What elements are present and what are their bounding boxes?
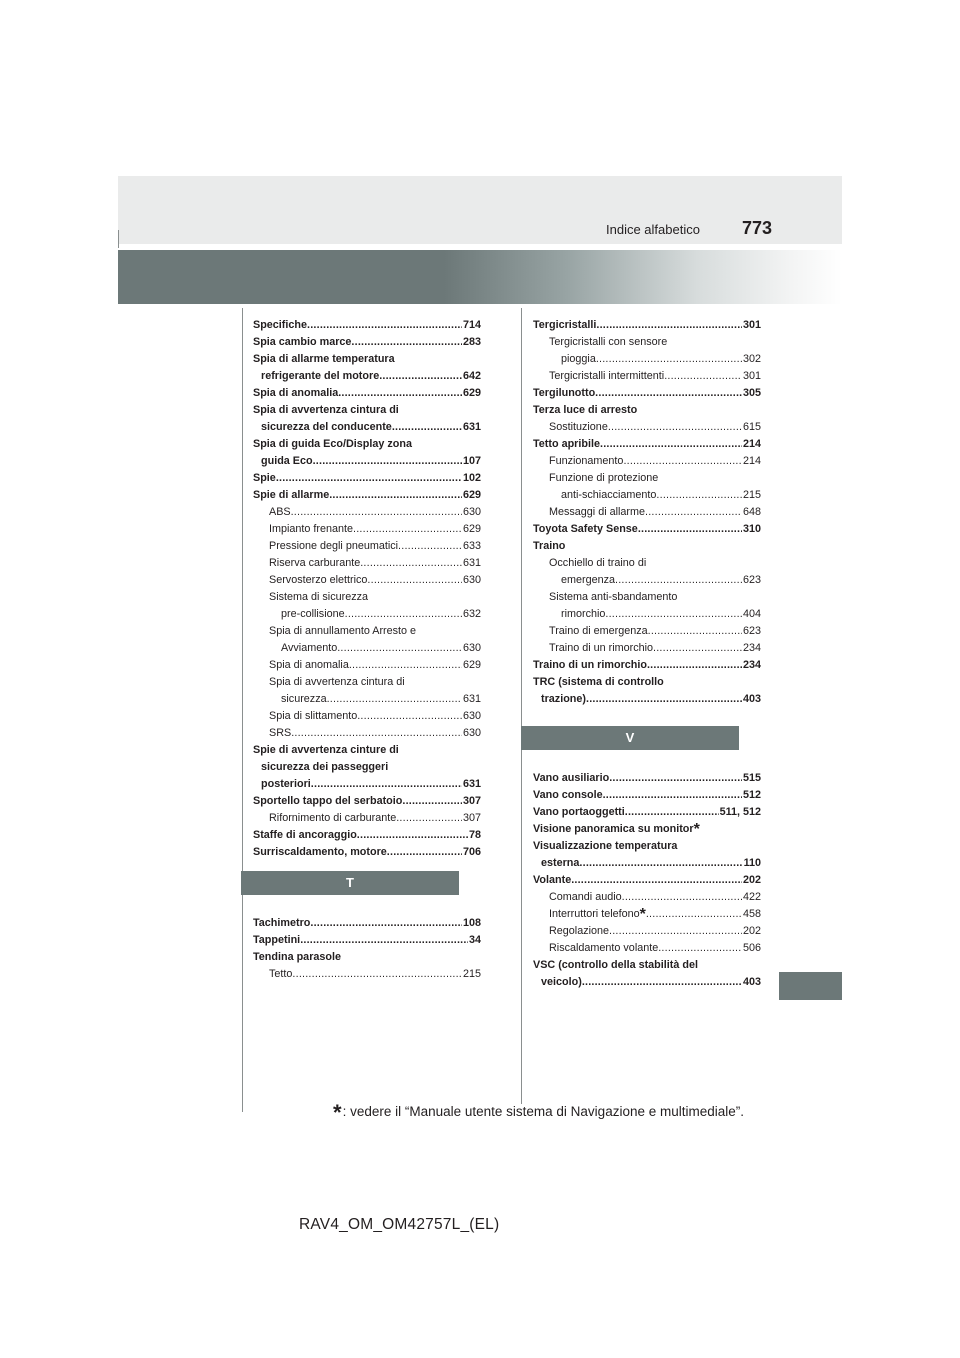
entry-text: Staffe di ancoraggio: [253, 829, 357, 841]
index-entry: [533, 538, 761, 555]
leader-dots: [596, 317, 742, 334]
entry-page[interactable]: 307: [462, 795, 481, 807]
index-entry: [253, 589, 481, 606]
entry-text: Tachimetro: [253, 917, 311, 929]
leader-dots: [292, 966, 462, 983]
entry-page[interactable]: 630: [462, 574, 481, 586]
entry-text: Spie di allarme: [253, 489, 330, 501]
index-entry: [533, 334, 761, 351]
entry-page[interactable]: 302: [742, 353, 761, 365]
entry-text: Comandi audio: [549, 891, 622, 903]
entry-text: Sportello tappo del serbatoio: [253, 795, 403, 807]
leader-dots: [402, 793, 462, 810]
entry-text: Tergicristalli con sensore: [549, 336, 668, 348]
leader-dots: [625, 804, 719, 821]
entry-page[interactable]: 630: [462, 710, 481, 722]
leader-dots: [345, 606, 462, 623]
index-entry: [253, 504, 481, 521]
section-title: Indice alfabetico: [606, 222, 700, 237]
leader-dots: [311, 776, 462, 793]
index-entry: [533, 855, 761, 872]
index-entry: [253, 844, 481, 861]
entry-page[interactable]: 214: [742, 438, 761, 450]
index-entry: [533, 838, 761, 855]
index-entry: [253, 402, 481, 419]
leader-dots: [307, 317, 462, 334]
footnote-star: *: [333, 1100, 342, 1125]
entry-text: Specifiche: [253, 319, 308, 331]
index-entry: [253, 555, 481, 572]
index-entry: [533, 872, 761, 889]
entry-text: Spia di avvertenza cintura di: [253, 404, 399, 416]
entry-text: Spia di anomalia: [269, 659, 349, 671]
index-entry: [253, 521, 481, 538]
index-entry: [533, 804, 761, 821]
entry-text: Rifornimento di carburante: [269, 812, 397, 824]
entry-text: anti-schiacciamento: [561, 489, 657, 501]
leader-dots: [645, 504, 742, 521]
index-entry: [533, 368, 761, 385]
entry-text: Servosterzo elettrico: [269, 574, 368, 586]
entry-page[interactable]: 283: [462, 336, 481, 348]
entry-page[interactable]: 234: [742, 659, 761, 671]
leader-dots: [638, 521, 742, 538]
entry-text: sicurezza: [281, 693, 327, 705]
entry-text: Tetto: [269, 968, 293, 980]
entry-text: Traino di un rimorchio: [549, 642, 654, 654]
entry-page[interactable]: 630: [462, 506, 481, 518]
index-entry: [253, 759, 481, 776]
index-entry: [533, 504, 761, 521]
entry-page[interactable]: 305: [742, 387, 761, 399]
leader-dots: [596, 351, 742, 368]
index-entry: [253, 657, 481, 674]
entry-page[interactable]: 515: [742, 772, 761, 784]
leader-dots: [276, 470, 462, 487]
entry-text: Funzione di protezione: [549, 472, 659, 484]
entry-text: Vano portaoggetti: [533, 806, 625, 818]
entry-text: Interruttori telefono: [549, 908, 640, 920]
entry-text: Funzionamento: [549, 455, 624, 467]
leader-dots: [357, 827, 468, 844]
index-entry: [253, 385, 481, 402]
entry-text: rimorchio: [561, 608, 606, 620]
entry-text: Occhiello di traino di: [549, 557, 647, 569]
entry-text: sicurezza dei passeggeri: [261, 761, 389, 773]
entry-text: pioggia: [561, 353, 596, 365]
index-entry: [253, 623, 481, 640]
entry-text: ABS: [269, 506, 291, 518]
entry-text: VSC (controllo della stabilità del: [533, 959, 698, 971]
index-entry: [253, 419, 481, 436]
entry-text: Riscaldamento volante: [549, 942, 659, 954]
index-entry: [253, 453, 481, 470]
leader-dots: [603, 787, 742, 804]
entry-text: Traino di emergenza: [549, 625, 648, 637]
entry-text: Tetto apribile: [533, 438, 600, 450]
entry-text: Spia di anomalia: [253, 387, 339, 399]
index-entry: [253, 742, 481, 759]
index-entry: [253, 606, 481, 623]
entry-page[interactable]: 202: [742, 925, 761, 937]
entry-text: Spia di avvertenza cintura di: [269, 676, 405, 688]
entry-text: Traino di un rimorchio: [533, 659, 647, 671]
leader-dots: [300, 932, 468, 949]
leader-dots: [586, 691, 742, 708]
entry-text: pre-collisione: [281, 608, 345, 620]
page-number: 773: [742, 218, 773, 238]
entry-page[interactable]: 403: [742, 976, 761, 988]
index-entry: [253, 317, 481, 334]
entry-page[interactable]: 102: [462, 472, 481, 484]
leader-dots: [387, 844, 462, 861]
index-entry: [533, 940, 761, 957]
entry-page[interactable]: 648: [742, 506, 761, 518]
entry-text: refrigerante del motore: [261, 370, 380, 382]
index-entry: [253, 538, 481, 555]
column-divider-middle: [521, 308, 522, 1104]
leader-dots: [338, 385, 462, 402]
index-entry: [253, 915, 481, 932]
entry-text: posteriori: [261, 778, 311, 790]
leader-dots: [608, 419, 742, 436]
leader-dots: [647, 657, 742, 674]
entry-page[interactable]: 234: [742, 642, 761, 654]
entry-page[interactable]: 202: [742, 874, 761, 886]
entry-text: guida Eco: [261, 455, 313, 467]
entry-text: Impianto frenante: [269, 523, 354, 535]
entry-text: Spie di avvertenza cinture di: [253, 744, 399, 756]
index-entry: [533, 787, 761, 804]
entry-text: Tergicristalli intermittenti: [549, 370, 665, 382]
entry-page[interactable]: 506: [742, 942, 761, 954]
leader-dots: [605, 606, 742, 623]
entry-page[interactable]: 623: [742, 574, 761, 586]
entry-page[interactable]: 215: [462, 968, 481, 980]
entry-page[interactable]: 107: [462, 455, 481, 467]
entry-page[interactable]: 404: [742, 608, 761, 620]
entry-page[interactable]: 631: [462, 693, 481, 705]
entry-page[interactable]: 403: [742, 693, 761, 705]
entry-page[interactable]: 631: [462, 557, 481, 569]
entry-text: sicurezza del conducente: [261, 421, 392, 433]
leader-dots: [353, 521, 462, 538]
index-entry: [533, 606, 761, 623]
entry-text: SRS: [269, 727, 292, 739]
entry-text: Terza luce di arresto: [533, 404, 638, 416]
leader-dots: [329, 487, 462, 504]
index-entry: [533, 436, 761, 453]
entry-text: Spia di guida Eco/Display zona: [253, 438, 412, 450]
index-entry: [533, 957, 761, 974]
entry-page[interactable]: 629: [462, 659, 481, 671]
index-entry: [253, 674, 481, 691]
index-entry: [253, 949, 481, 966]
entry-text: Spia di annullamento Arresto e: [269, 625, 417, 637]
entry-text: trazione): [541, 693, 586, 705]
entry-text: Riserva carburante: [269, 557, 361, 569]
leader-dots: [571, 872, 742, 889]
column-divider-left: [242, 308, 243, 1112]
entry-text: Spia di slittamento: [269, 710, 358, 722]
leader-dots: [582, 974, 742, 991]
index-entry: [533, 487, 761, 504]
entry-text: Spie: [253, 472, 276, 484]
index-entry: [253, 691, 481, 708]
leader-dots: [291, 504, 462, 521]
index-entry: [533, 385, 761, 402]
entry-page[interactable]: 633: [462, 540, 481, 552]
index-entry: [253, 725, 481, 742]
entry-text: Tappetini: [253, 934, 301, 946]
leader-dots: [664, 368, 742, 385]
entry-text: veicolo): [541, 976, 582, 988]
section-letter-t: T: [241, 871, 459, 895]
index-entry: [533, 351, 761, 368]
entry-text: Spia di allarme temperatura: [253, 353, 395, 365]
index-entry: [253, 793, 481, 810]
index-entry: [533, 555, 761, 572]
footnote: [333, 1096, 745, 1125]
entry-page[interactable]: 34: [468, 934, 481, 946]
leader-dots: [337, 640, 462, 657]
index-entry: [253, 640, 481, 657]
index-entry: [253, 368, 481, 385]
entry-text: Regolazione: [549, 925, 610, 937]
leader-dots: [648, 623, 742, 640]
index-entry: Visione panoramica su monitor *: [533, 821, 700, 838]
entry-text: esterna: [541, 857, 580, 869]
entry-page[interactable]: 301: [742, 370, 761, 382]
entry-page[interactable]: 512: [742, 789, 761, 801]
entry-page[interactable]: 110: [743, 857, 761, 869]
index-column-right: [533, 317, 761, 991]
index-entry: [533, 640, 761, 657]
entry-text: Volante: [533, 874, 572, 886]
entry-page[interactable]: 458: [742, 908, 761, 920]
entry-text: Sistema anti-sbandamento: [549, 591, 678, 603]
index-entry: [253, 776, 481, 793]
entry-text: Vano ausiliario: [533, 772, 610, 784]
index-entry: [253, 487, 481, 504]
leader-dots: [615, 572, 742, 589]
entry-page[interactable]: 630: [462, 642, 481, 654]
entry-page[interactable]: 629: [462, 523, 481, 535]
leader-dots: [360, 555, 462, 572]
entry-text: Avviamento: [281, 642, 338, 654]
leader-dots: [646, 906, 742, 923]
entry-text: Messaggi di allarme: [549, 506, 646, 518]
leader-dots: [379, 368, 462, 385]
index-entry: [533, 674, 761, 691]
index-entry: [253, 470, 481, 487]
leader-dots: [349, 657, 462, 674]
index-entry: [533, 402, 761, 419]
index-entry: [533, 657, 761, 674]
entry-page[interactable]: 615: [742, 421, 761, 433]
index-entry: [533, 317, 761, 334]
entry-text: Sistema di sicurezza: [269, 591, 369, 603]
leader-dots: [310, 915, 462, 932]
chapter-side-tab[interactable]: [779, 972, 842, 1000]
entry-text: Vano console: [533, 789, 603, 801]
entry-text: Pressione degli pneumatici: [269, 540, 399, 552]
entry-page[interactable]: 630: [462, 727, 481, 739]
leader-dots: [609, 770, 742, 787]
entry-page[interactable]: 422: [742, 891, 761, 903]
entry-page[interactable]: 78: [468, 829, 481, 841]
index-entry: [533, 691, 761, 708]
entry-page[interactable]: 623: [742, 625, 761, 637]
leader-dots: [595, 385, 742, 402]
entry-text: Tendina parasole: [253, 951, 341, 963]
index-entry: [533, 572, 761, 589]
leader-dots: [622, 889, 742, 906]
index-entry: [533, 889, 761, 906]
leader-dots: [579, 855, 742, 872]
entry-page[interactable]: 632: [462, 608, 481, 620]
gradient-bar: [118, 250, 842, 304]
index-entry: [533, 770, 761, 787]
leader-dots: [609, 923, 742, 940]
entry-page[interactable]: 511, 512: [719, 806, 761, 818]
index-entry: [253, 932, 481, 949]
entry-text: Surriscaldamento, motore: [253, 846, 387, 858]
entry-text: Traino: [533, 540, 566, 552]
entry-text: Spia cambio marce: [253, 336, 352, 348]
entry-text: Visione panoramica su monitor: [533, 823, 694, 835]
entry-text: Tergicristalli: [533, 319, 597, 331]
footnote-text: : vedere il “Manuale utente sistema di Navigazione e multimediale”.: [342, 1104, 745, 1119]
leader-dots: [653, 640, 742, 657]
entry-page[interactable]: 215: [742, 489, 761, 501]
leader-dots: [600, 436, 742, 453]
index-entry: [253, 334, 481, 351]
index-entry: [533, 453, 761, 470]
index-entry: [533, 470, 761, 487]
leader-dots: [658, 940, 742, 957]
document-code: RAV4_OM_OM42757L_(EL): [299, 1216, 500, 1233]
leader-dots: [392, 419, 462, 436]
index-entry: [253, 572, 481, 589]
entry-text: emergenza: [561, 574, 616, 586]
index-entry: [533, 923, 761, 940]
leader-dots: [327, 691, 462, 708]
index-entry: [253, 436, 481, 453]
index-entry: [533, 521, 761, 538]
index-column-left: [253, 317, 481, 983]
index-entry: [533, 589, 761, 606]
entry-page[interactable]: 108: [462, 917, 481, 929]
entry-text: Tergilunotto: [533, 387, 596, 399]
entry-page[interactable]: 714: [462, 319, 481, 331]
entry-page[interactable]: 631: [462, 778, 481, 790]
index-entry: [533, 623, 761, 640]
index-entry: [253, 827, 481, 844]
leader-dots: [351, 334, 462, 351]
entry-page[interactable]: 301: [742, 319, 761, 331]
index-entry: [253, 351, 481, 368]
leader-dots: [656, 487, 742, 504]
leader-dots: [623, 453, 742, 470]
entry-page[interactable]: 631: [462, 421, 481, 433]
entry-page[interactable]: 629: [462, 489, 481, 501]
leader-dots: [396, 810, 462, 827]
leader-dots: [357, 708, 462, 725]
entry-page[interactable]: 310: [742, 523, 761, 535]
entry-page[interactable]: 307: [462, 812, 481, 824]
header-band: [118, 176, 842, 244]
entry-page[interactable]: 642: [462, 370, 481, 382]
leader-dots: [291, 725, 462, 742]
leader-dots: [313, 453, 462, 470]
header-divider: [118, 230, 119, 248]
index-entry: [533, 974, 761, 991]
index-entry: [253, 810, 481, 827]
index-entry: Interruttori telefono * ..... 458: [533, 906, 761, 923]
entry-text: Sostituzione: [549, 421, 608, 433]
section-letter-v: V: [521, 726, 739, 750]
index-entry: [533, 419, 761, 436]
leader-dots: [398, 538, 462, 555]
entry-page[interactable]: 629: [462, 387, 481, 399]
leader-dots: [367, 572, 462, 589]
index-entry: [253, 708, 481, 725]
entry-text: Toyota Safety Sense: [533, 523, 638, 535]
entry-page[interactable]: 214: [742, 455, 761, 467]
entry-text: Visualizzazione temperatura: [533, 840, 678, 852]
entry-page[interactable]: 706: [462, 846, 481, 858]
entry-text: TRC (sistema di controllo: [533, 676, 664, 688]
index-entry: [253, 966, 481, 983]
